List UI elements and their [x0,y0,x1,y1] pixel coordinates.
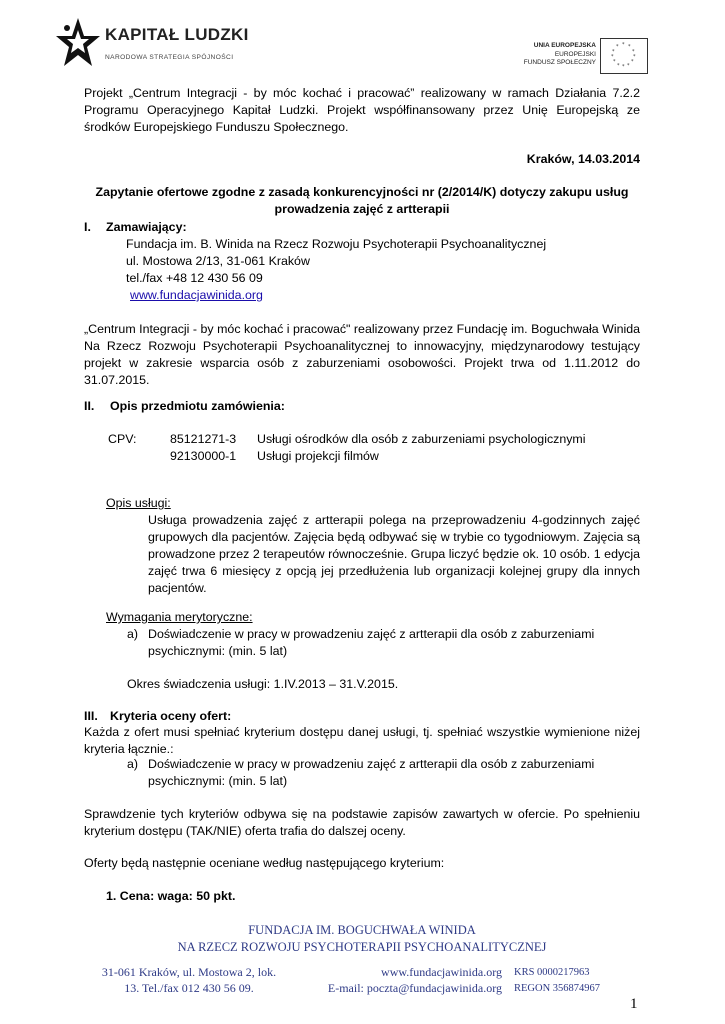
title-line-2: prowadzenia zajęć z artterapii [274,202,450,216]
footer-krs: KRS 0000217963 [514,967,590,978]
organization-name: Fundacja im. B. Winida na Rzecz Rozwoju Psychoterapii Psychoanalitycznej [126,237,547,251]
svg-text:*: * [611,54,614,60]
svg-text:*: * [616,44,619,50]
evaluation-intro: Oferty będą następnie oceniane według następującego kryterium: [84,856,445,870]
svg-text:*: * [617,63,620,69]
project-paragraph: „Centrum Integracji - by móc kochać i pracować" realizowany przez Fundację im. Boguchwała Winida Na Rzecz Rozwoju Psychoterapii Psychoanalitycznej to innowacyjny, międzynarodowy testujący projekt w zakresie wsparcia osób z zaburzeniami osobowości. Projekt trwa od 1.11.2012 do 31.07.2015. [84,322,640,387]
requirement-text [148,626,640,660]
requirement-line-1: Doświadczenie w pracy w prowadzeniu zajęć z artterapii dla osób z zaburzeniami [148,627,595,641]
requirement-line-1: Doświadczenie w pracy w prowadzeniu zajęć z artterapii dla osób z zaburzeniami [148,757,595,771]
footer-registry-block [514,965,624,997]
footer-phone: 13. Tel./fax 012 430 56 09. [124,981,254,995]
svg-text:*: * [612,49,615,55]
svg-text:*: * [622,42,625,48]
footer-email-link[interactable]: E-mail: poczta@fundacjawinida.org [327,981,502,995]
eu-line-1: UNIA EUROPEJSKA [533,42,596,49]
svg-text:*: * [627,63,630,69]
footer-address-block [84,964,294,996]
service-description: Usługa prowadzenia zajęć z artterapii polega na przeprowadzeniu 4-godzinnych zajęć grupowych dla pacjentów. Zajęcia będą odbywać się w trybie co tygodniowym. Zajęcia są prowadzone przez 2 terapeutów równocześnie. Grupa liczyć będzie ok. 10 osób. 1 edycja zajęć trwa 6 miesięcy z opcją jej przedłużenia lub organizacji kolejnej grupy dla innych pacjentów. [148,513,640,595]
svg-text:*: * [613,59,616,65]
cpv-label: CPV: [108,432,137,446]
page-number: 1 [630,996,638,1012]
eu-logo [518,38,648,74]
footer-website-link[interactable]: www.fundacjawinida.org [381,965,502,979]
service-heading: Opis usługi: [106,496,171,510]
svg-text:*: * [628,44,631,50]
eu-line-3: FUNDUSZ SPOŁECZNY [523,59,596,66]
footer-org-line-2: NA RZECZ ROZWOJU PSYCHOTERAPII PSYCHOANALITYCZNEJ [177,940,547,954]
title-line-1: Zapytanie ofertowe zgodne z zasadą konkurencyjności nr (2/2014/K) dotyczy zakupu usług [95,185,629,199]
section-3-number: III. [84,709,98,723]
cpv-code: 92130000-1 [170,449,237,463]
price-criterion: 1. Cena: waga: 50 pkt. [106,889,236,903]
footer-org-line-1: FUNDACJA IM. BOGUCHWAŁA WINIDA [248,923,476,937]
service-period: Okres świadczenia usługi: 1.IV.2013 – 31.V.2015. [127,677,399,691]
svg-text:*: * [632,49,635,55]
cpv-description: Usługi ośrodków dla osób z zaburzeniami psychologicznymi [257,432,586,446]
requirement-line-2: psychicznymi: (min. 5 lat) [148,774,288,788]
criteria-paragraph: Każda z ofert musi spełniać kryterium dostępu danej usługi, tj. spełniać wszystkie wymienione niżej kryteria łącznie.: [84,725,640,756]
requirement-text [148,756,640,790]
svg-text:*: * [631,59,634,65]
organization-address: ul. Mostowa 2/13, 31-061 Kraków [126,254,310,268]
eu-line-2: EUROPEJSKI [554,50,596,58]
organization-phone: tel./fax +48 12 430 56 09 [126,271,263,285]
section-2-number: II. [84,399,95,413]
organization-website-link[interactable]: www.fundacjawinida.org [130,288,263,302]
section-2-heading: Opis przedmiotu zamówienia: [110,399,285,413]
requirement-marker: a) [127,757,139,771]
footer-regon: REGON 356874967 [514,983,601,994]
section-1-number: I. [84,220,91,234]
document-title [84,184,640,218]
contact-block [126,236,636,304]
verification-paragraph: Sprawdzenie tych kryteriów odbywa się na podstawie zapisów zawartych w ofercie. Po spełnieniu kryterium dostępu (TAK/NIE) oferta trafia do dalszej oceny. [84,807,640,838]
footer-web-block [300,964,502,996]
kapital-ludzki-logo [55,16,249,76]
place-date: Kraków, 14.03.2014 [526,152,640,166]
svg-text:*: * [633,54,636,60]
cpv-description: Usługi projekcji filmów [257,449,379,463]
section-1-heading: Zamawiający: [106,220,187,234]
svg-text:*: * [622,64,625,70]
cpv-code: 85121271-3 [170,432,237,446]
requirement-line-2: psychicznymi: (min. 5 lat) [148,644,288,658]
eu-flag-icon [600,38,648,74]
intro-paragraph: Projekt „Centrum Integracji - by móc kochać i pracować” realizowany w ramach Działania 7.2.2 Programu Operacyjnego Kapitał Ludzki. Projekt współfinansowany przez Unię Europejską ze środków Europejskiego Funduszu Społecznego. [84,86,640,134]
footer-address: 31-061 Kraków, ul. Mostowa 2, lok. [101,965,277,979]
requirements-heading: Wymagania merytoryczne: [106,610,253,624]
logo-subtitle: NARODOWA STRATEGIA SPÓJNOŚCI [105,54,234,61]
logo-title: KAPITAŁ LUDZKI [105,25,249,44]
star-person-icon [55,16,101,72]
footer-organization [84,922,640,956]
requirement-marker: a) [127,627,139,641]
section-3-heading: Kryteria oceny ofert: [110,709,232,723]
